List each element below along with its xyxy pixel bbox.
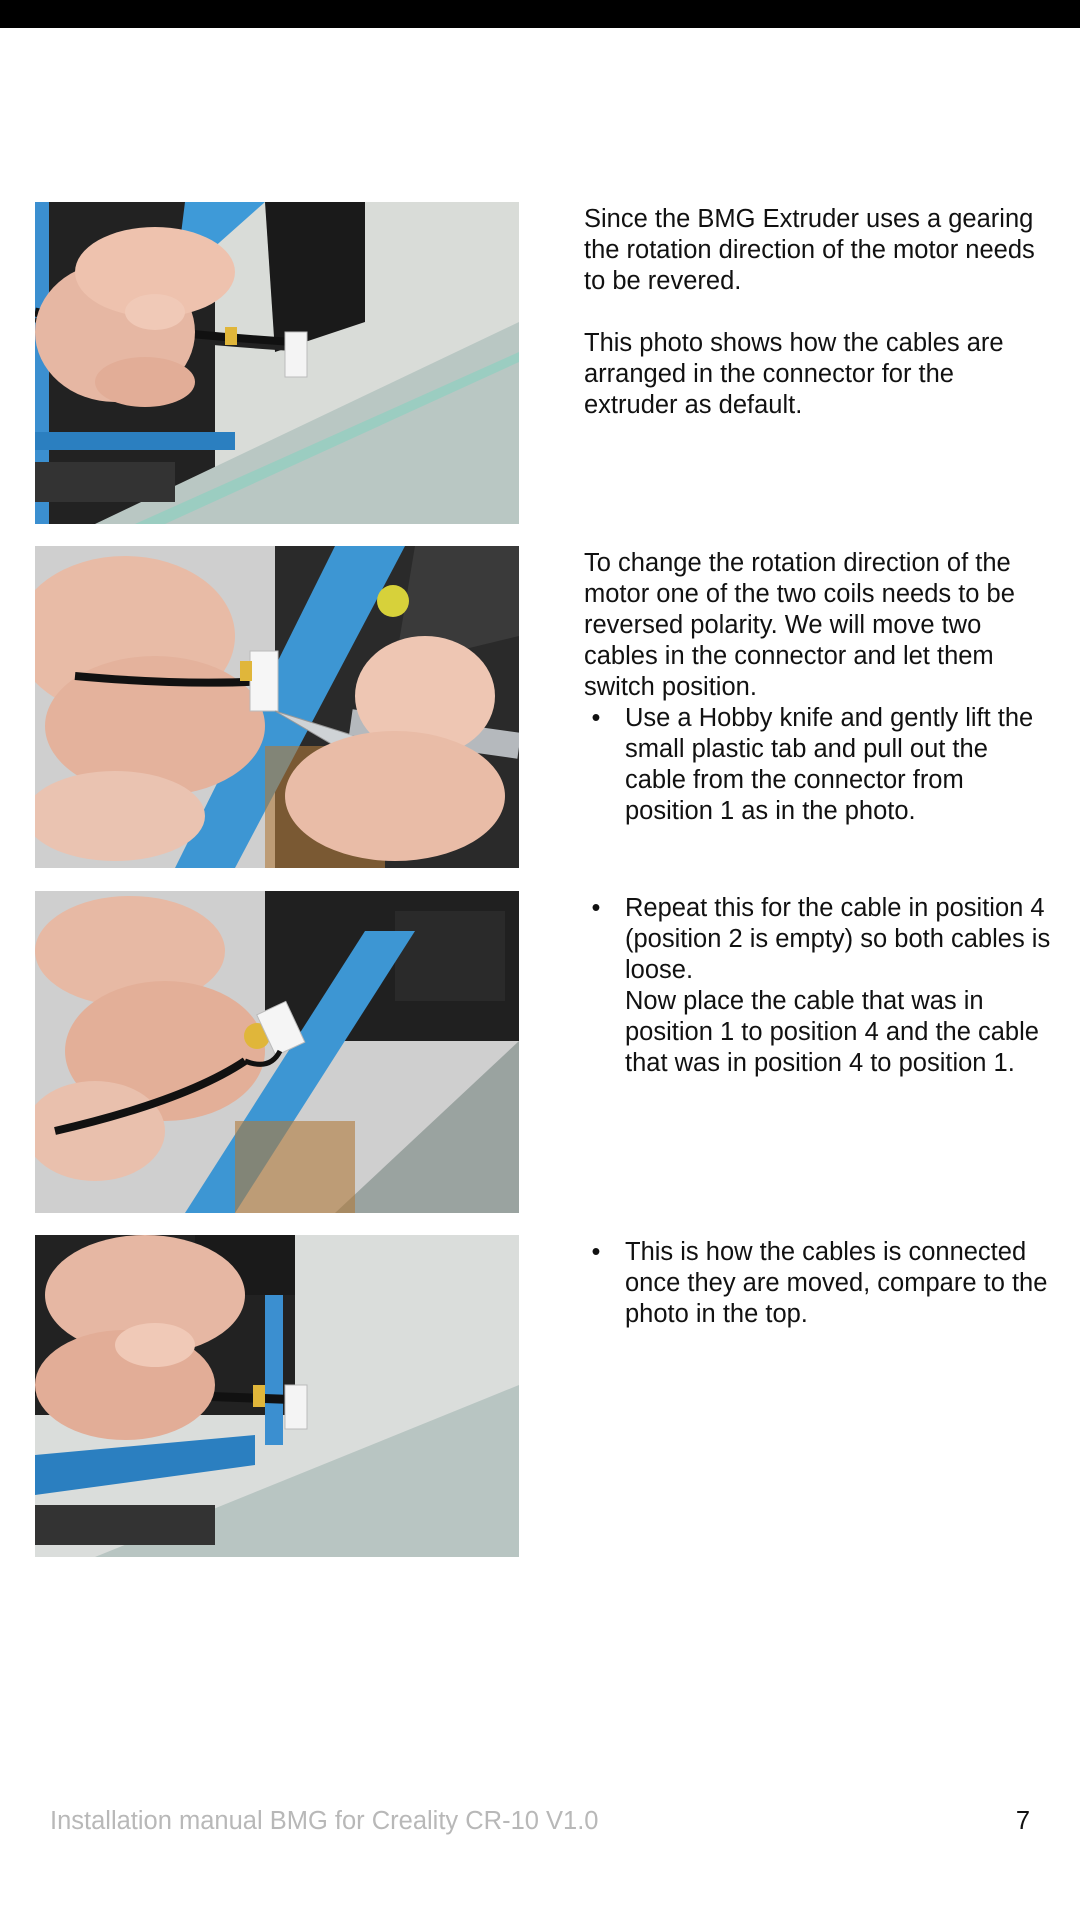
text-block-repeat <box>584 893 1054 1079</box>
list-item <box>584 703 1054 827</box>
repeat-step: Repeat this for the cable in position 4 (position 2 is empty) so both cables is loose. <box>625 894 1051 984</box>
text-block-result <box>584 1237 1054 1330</box>
photo-default-connector-image <box>35 202 519 524</box>
photo-cables-loose <box>35 891 519 1213</box>
bullet-list <box>584 1237 1054 1330</box>
swap-step: Now place the cable that was in position 1 to position 4 and the cable that was in position 4 to position 1. <box>625 987 1039 1077</box>
photo-cables-loose-image <box>35 891 519 1213</box>
intro-paragraph: Since the BMG Extruder uses a gearing the rotation direction of the motor needs to be revered. <box>584 205 1035 295</box>
result-step: This is how the cables is connected once they are moved, compare to the photo in the top. <box>625 1238 1048 1328</box>
bullet-list <box>584 703 1054 827</box>
bullet-dot: • <box>591 704 601 732</box>
photo-knife-lift-tab <box>35 546 519 868</box>
list-item <box>584 1237 1054 1330</box>
list-item <box>584 893 1054 1079</box>
default-arrangement-paragraph: This photo shows how the cables are arranged in the connector for the extruder as default. <box>584 329 1004 419</box>
text-block-intro <box>584 204 1054 421</box>
bullet-dot: • <box>591 894 601 922</box>
photo-cables-moved-image <box>35 1235 519 1557</box>
photo-default-connector <box>35 202 519 524</box>
status-bar <box>0 0 1080 28</box>
page-number: 7 <box>1015 1807 1030 1835</box>
photo-knife-lift-tab-image <box>35 546 519 868</box>
bullet-list <box>584 893 1054 1079</box>
change-direction-paragraph: To change the rotation direction of the motor one of the two coils needs to be reversed polarity. We will move two cables in the connector and let them switch position. <box>584 549 1015 701</box>
hobby-knife-step: Use a Hobby knife and gently lift the small plastic tab and pull out the cable from the connector from position 1 as in the photo. <box>625 704 1034 825</box>
footer-document-title: Installation manual BMG for Creality CR-10 V1.0 <box>50 1807 599 1835</box>
text-block-change-direction <box>584 548 1054 827</box>
bullet-dot: • <box>591 1238 601 1266</box>
photo-cables-moved <box>35 1235 519 1557</box>
